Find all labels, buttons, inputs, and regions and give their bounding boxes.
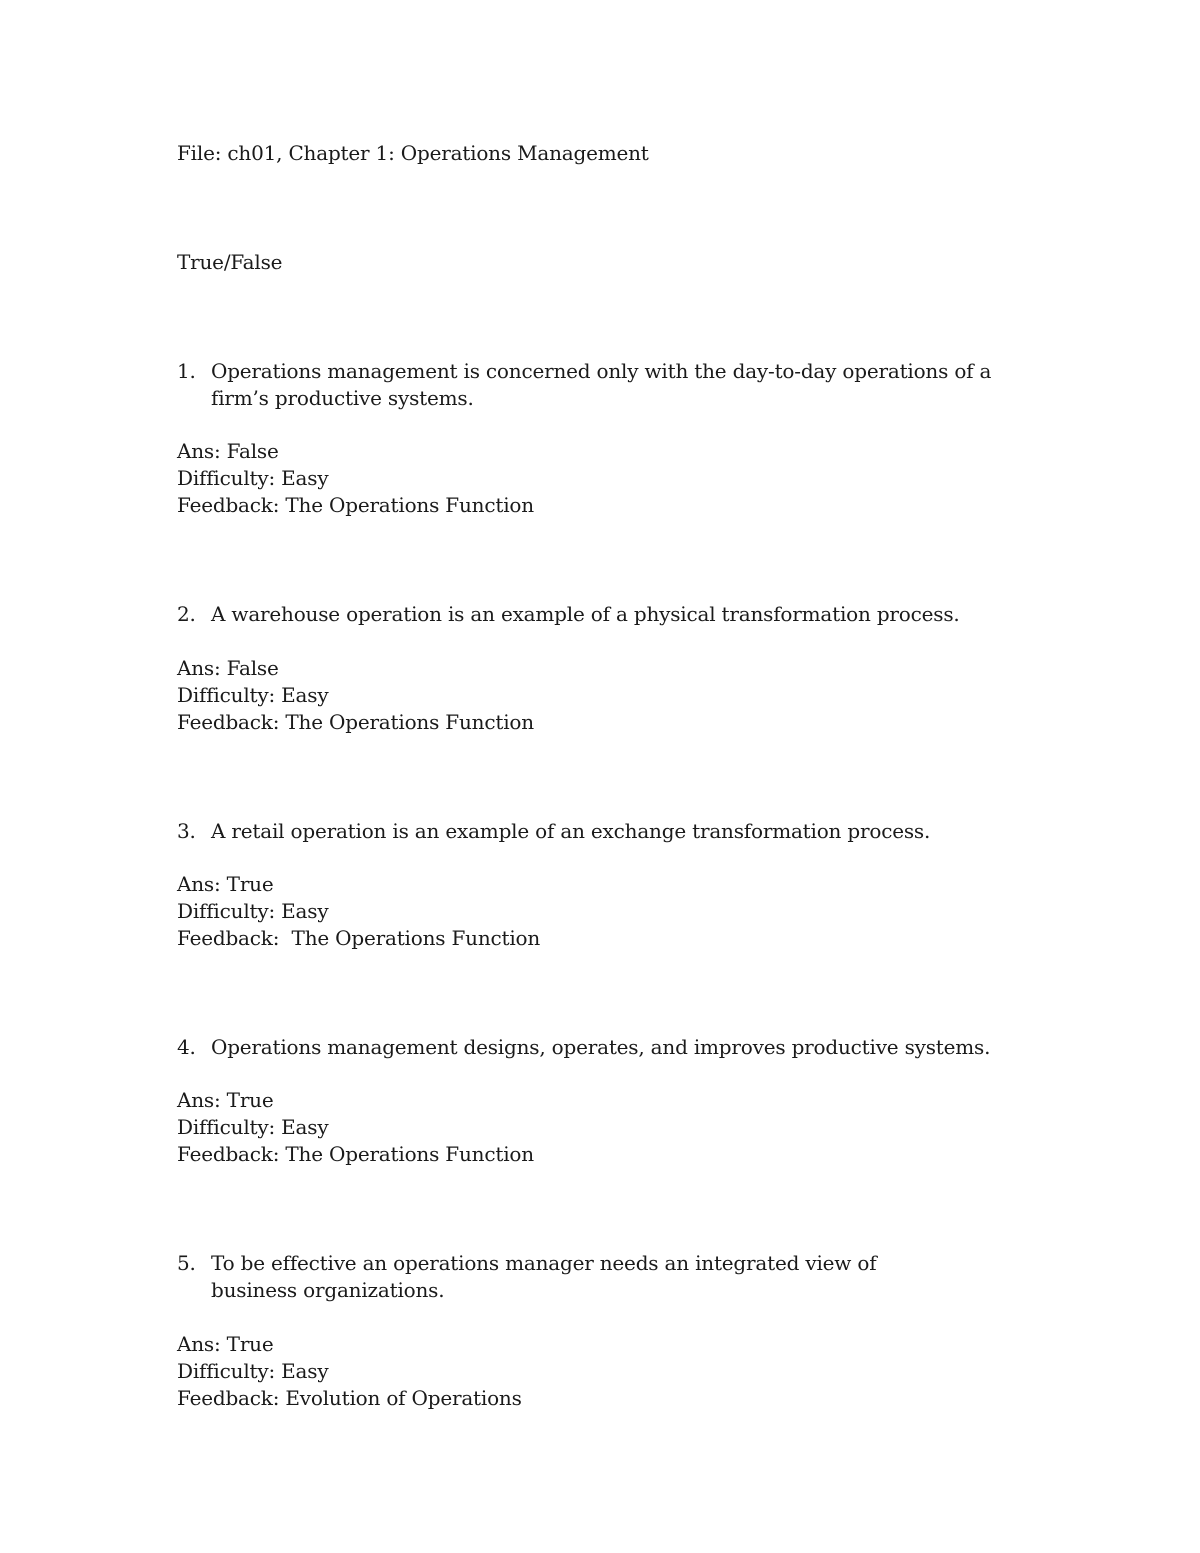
question-number: 3. [177, 819, 196, 843]
question-1-meta [177, 438, 534, 519]
question-2-meta [177, 655, 534, 736]
feedback: Feedback: The Operations Function [177, 493, 534, 517]
feedback: Feedback: The Operations Function [177, 926, 541, 950]
question-3-meta [177, 871, 540, 952]
difficulty: Difficulty: Easy [177, 683, 329, 707]
difficulty: Difficulty: Easy [177, 466, 329, 490]
question-4 [177, 1034, 1037, 1061]
question-1 [177, 358, 1037, 412]
question-number: 1. [177, 359, 196, 383]
answer: Ans: True [177, 1088, 274, 1112]
question-3 [177, 818, 1037, 845]
file-header: File: ch01, Chapter 1: Operations Management [177, 141, 649, 165]
question-text: Operations management designs, operates, and improves productive systems. [211, 1035, 991, 1059]
question-4-meta [177, 1087, 534, 1168]
feedback: Feedback: The Operations Function [177, 1142, 534, 1166]
difficulty: Difficulty: Easy [177, 1359, 329, 1383]
question-number: 2. [177, 602, 196, 626]
difficulty: Difficulty: Easy [177, 899, 329, 923]
question-text: Operations management is concerned only with the day-to-day operations of a firm’s productive systems. [211, 359, 992, 410]
answer: Ans: False [177, 656, 279, 680]
feedback: Feedback: The Operations Function [177, 710, 534, 734]
question-5-meta [177, 1331, 522, 1412]
question-5 [177, 1250, 1037, 1304]
question-number: 5. [177, 1251, 196, 1275]
answer: Ans: False [177, 439, 279, 463]
answer: Ans: True [177, 872, 274, 896]
question-text: A warehouse operation is an example of a physical transformation process. [211, 602, 960, 626]
question-text: A retail operation is an example of an exchange transformation process. [211, 819, 931, 843]
question-number: 4. [177, 1035, 196, 1059]
question-2 [177, 601, 1037, 628]
section-title: True/False [177, 250, 283, 274]
difficulty: Difficulty: Easy [177, 1115, 329, 1139]
feedback: Feedback: Evolution of Operations [177, 1386, 522, 1410]
question-text: To be effective an operations manager needs an integrated view of business organizations. [211, 1251, 877, 1302]
answer: Ans: True [177, 1332, 274, 1356]
